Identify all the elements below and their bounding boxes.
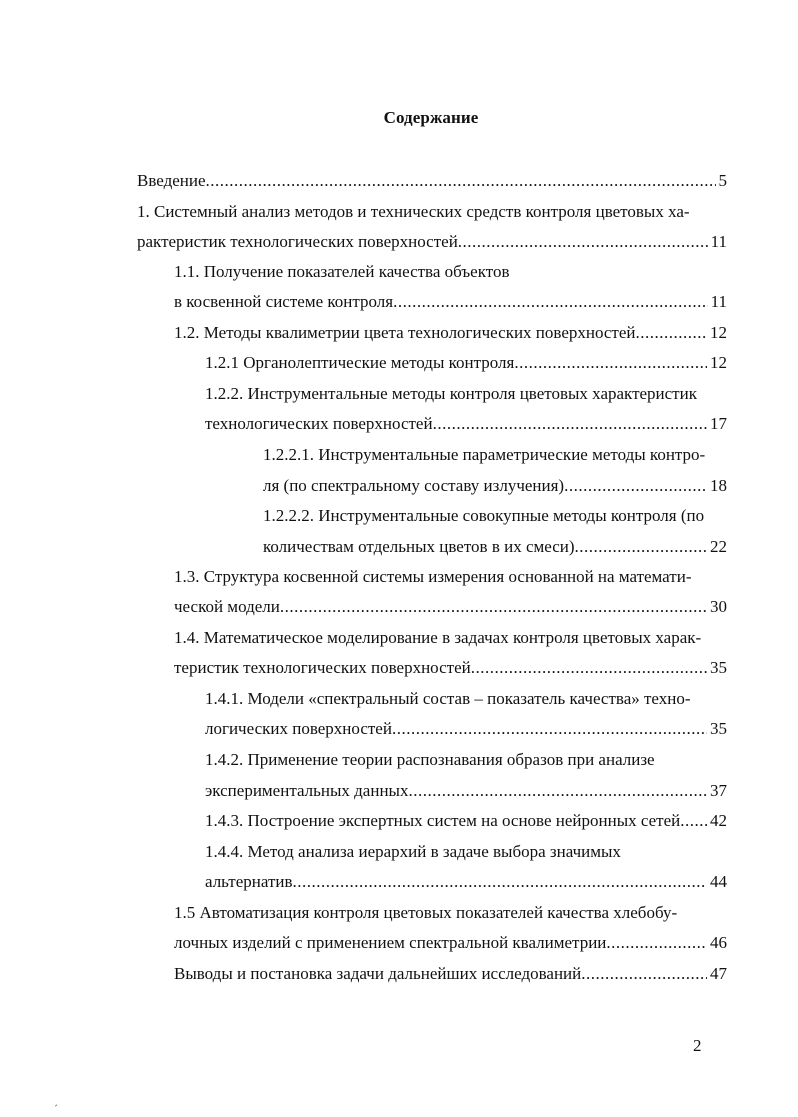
toc-entry-text: Введение xyxy=(137,171,206,190)
toc-entry-conclusions[interactable] xyxy=(174,959,727,989)
toc-entry-1-1-line1[interactable]: 1.1. Получение показателей качества объектов xyxy=(174,262,510,281)
toc-entry-1-2-2-2[interactable] xyxy=(263,532,727,562)
toc-page-number: 35 xyxy=(710,719,727,738)
toc-entry-1-4[interactable] xyxy=(174,653,727,683)
toc-entry-1-4-2-line1[interactable]: 1.4.2. Применение теории распознавания образов при анализе xyxy=(205,750,655,769)
toc-page-number: 46 xyxy=(710,933,727,952)
toc-entry-text: рактеристик технологических поверхностей xyxy=(137,232,458,251)
toc-leader-dots xyxy=(393,287,708,317)
toc-leader-dots xyxy=(458,227,708,257)
toc-leader-dots xyxy=(636,318,707,348)
toc-page-number: 22 xyxy=(710,537,727,556)
toc-entry-text: 1.2. Методы квалиметрии цвета технологических поверхностей xyxy=(174,323,636,342)
toc-leader-dots xyxy=(471,653,707,683)
toc-entry-text: теристик технологических поверхностей xyxy=(174,658,471,677)
toc-entry-1-2-2[interactable] xyxy=(205,409,727,439)
toc-page-number: 12 xyxy=(710,353,727,372)
toc-leader-dots xyxy=(606,928,707,958)
toc-entry-text: альтернатив xyxy=(205,872,293,891)
toc-leader-dots xyxy=(680,806,707,836)
toc-entry-1-4-2[interactable] xyxy=(205,776,727,806)
toc-entry-text: количествам отдельных цветов в их смеси) xyxy=(263,537,575,556)
toc-leader-dots xyxy=(581,959,707,989)
toc-entry-text: экспериментальных данных xyxy=(205,781,409,800)
toc-entry-1-4-3[interactable] xyxy=(205,806,727,836)
toc-entry-1-4-line1[interactable]: 1.4. Математическое моделирование в задачах контроля цветовых харак- xyxy=(174,628,702,647)
toc-entry-1-4-1[interactable] xyxy=(205,714,727,744)
toc-page-number: 18 xyxy=(710,476,727,495)
toc-leader-dots xyxy=(564,471,707,501)
toc-page-number: 42 xyxy=(710,811,727,830)
toc-entry-text: лочных изделий с применением спектральной квалиметрии xyxy=(174,933,607,952)
toc-page-number: 35 xyxy=(710,658,727,677)
toc-entry-text: в косвенной системе контроля xyxy=(174,292,394,311)
toc-leader-dots xyxy=(408,776,707,806)
toc-leader-dots xyxy=(392,714,707,744)
toc-entry-1-4-1-line1[interactable]: 1.4.1. Модели «спектральный состав – показатель качества» техно- xyxy=(205,689,691,708)
toc-entry-1-3-line1[interactable]: 1.3. Структура косвенной системы измерения основанной на математи- xyxy=(174,567,692,586)
toc-page-number: 12 xyxy=(710,323,727,342)
toc-entry-intro[interactable] xyxy=(137,166,727,196)
toc-entry-1-2-2-1-line1[interactable]: 1.2.2.1. Инструментальные параметрические методы контро- xyxy=(263,445,706,464)
toc-entry-1-2[interactable] xyxy=(174,318,727,348)
toc-entry-text: ческой модели xyxy=(174,597,280,616)
toc-page-number: 17 xyxy=(710,414,727,433)
toc-leader-dots xyxy=(293,867,707,897)
toc-entry-text: технологических поверхностей xyxy=(205,414,433,433)
toc-entry-1-1[interactable] xyxy=(174,287,727,317)
toc-entry-1[interactable] xyxy=(137,227,727,257)
toc-entry-1-2-2-2-line1[interactable]: 1.2.2.2. Инструментальные совокупные методы контроля (по xyxy=(263,506,705,525)
toc-entry-1-2-1[interactable] xyxy=(205,348,727,378)
toc-page-number: 44 xyxy=(710,872,727,891)
toc-page-number: 5 xyxy=(718,171,727,190)
toc-leader-dots xyxy=(206,166,716,196)
toc-entry-1-line1[interactable]: 1. Системный анализ методов и технических средств контроля цветовых ха- xyxy=(137,202,690,221)
toc-entry-1-4-4[interactable] xyxy=(205,867,727,897)
toc-page-number: 11 xyxy=(710,292,727,311)
toc-page-number: 37 xyxy=(710,781,727,800)
toc-entry-text: Выводы и постановка задачи дальнейших исследований xyxy=(174,964,582,983)
toc-entry-text: 1.4.3. Построение экспертных систем на основе нейронных сетей xyxy=(205,811,681,830)
toc-leader-dots xyxy=(433,409,707,439)
toc-entry-text: логических поверхностей xyxy=(205,719,392,738)
toc-page-number: 11 xyxy=(710,232,727,251)
toc-entry-1-5-line1[interactable]: 1.5 Автоматизация контроля цветовых показателей качества хлебобу- xyxy=(174,903,678,922)
toc-leader-dots xyxy=(575,532,707,562)
toc-entry-1-4-4-line1[interactable]: 1.4.4. Метод анализа иерархий в задаче выбора значимых xyxy=(205,842,621,861)
toc-leader-dots xyxy=(280,592,707,622)
toc-entry-1-2-2-1[interactable] xyxy=(263,471,727,501)
toc-entry-1-5[interactable] xyxy=(174,928,727,958)
toc-leader-dots xyxy=(514,348,707,378)
toc-entry-text: ля (по спектральному составу излучения) xyxy=(263,476,565,495)
toc-entry-1-2-2-line1[interactable]: 1.2.2. Инструментальные методы контроля цветовых характеристик xyxy=(205,384,697,403)
page-number: 2 xyxy=(693,1036,702,1055)
toc-entry-text: 1.2.1 Органолептические методы контроля xyxy=(205,353,515,372)
toc-entry-1-3[interactable] xyxy=(174,592,727,622)
toc-page-number: 47 xyxy=(710,964,727,983)
corner-mark: ´ xyxy=(54,1102,58,1116)
page-title: Содержание xyxy=(383,108,479,127)
toc-page-number: 30 xyxy=(710,597,727,616)
